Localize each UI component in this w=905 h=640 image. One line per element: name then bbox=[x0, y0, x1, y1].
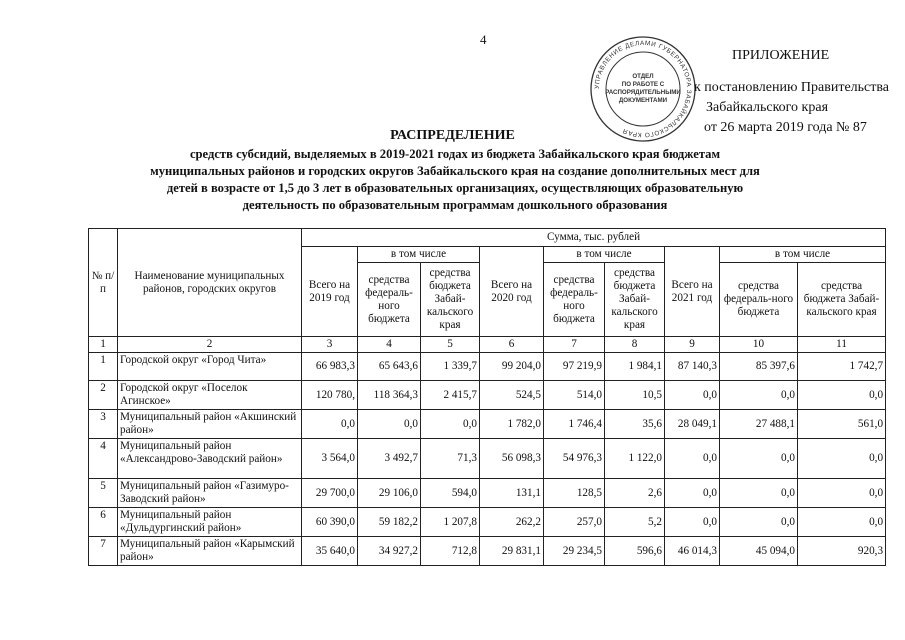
row-value: 0,0 bbox=[358, 410, 421, 439]
table-row bbox=[89, 439, 886, 479]
table-row bbox=[89, 353, 886, 381]
row-value: 596,6 bbox=[605, 537, 665, 566]
row-value: 712,8 bbox=[421, 537, 480, 566]
header-federal-2020: средства федераль-ного бюджета bbox=[544, 263, 605, 337]
row-value: 524,5 bbox=[480, 381, 544, 410]
row-value: 514,0 bbox=[544, 381, 605, 410]
row-value: 128,5 bbox=[544, 479, 605, 508]
row-value: 27 488,1 bbox=[720, 410, 798, 439]
column-number: 9 bbox=[665, 337, 720, 353]
row-value: 60 390,0 bbox=[302, 508, 358, 537]
row-value: 118 364,3 bbox=[358, 381, 421, 410]
row-value: 59 182,2 bbox=[358, 508, 421, 537]
document-title: РАСПРЕДЕЛЕНИЕ bbox=[390, 128, 515, 143]
row-number: 5 bbox=[89, 479, 118, 508]
row-value: 0,0 bbox=[798, 508, 886, 537]
row-value: 97 219,9 bbox=[544, 353, 605, 381]
row-number: 1 bbox=[89, 353, 118, 381]
distribution-table bbox=[88, 228, 886, 566]
row-value: 1 339,7 bbox=[421, 353, 480, 381]
row-value: 1 782,0 bbox=[480, 410, 544, 439]
column-number: 6 bbox=[480, 337, 544, 353]
header-including-2020: в том числе bbox=[544, 247, 665, 263]
row-value: 0,0 bbox=[665, 439, 720, 479]
row-value: 85 397,6 bbox=[720, 353, 798, 381]
row-value: 0,0 bbox=[720, 381, 798, 410]
row-value: 0,0 bbox=[665, 479, 720, 508]
row-value: 46 014,3 bbox=[665, 537, 720, 566]
row-name: Городской округ «Город Чита» bbox=[118, 353, 302, 381]
table-row bbox=[89, 537, 886, 566]
row-number: 3 bbox=[89, 410, 118, 439]
row-value: 0,0 bbox=[798, 439, 886, 479]
row-value: 131,1 bbox=[480, 479, 544, 508]
row-value: 0,0 bbox=[798, 381, 886, 410]
row-value: 257,0 bbox=[544, 508, 605, 537]
row-value: 35,6 bbox=[605, 410, 665, 439]
row-name: Муниципальный район «Газимуро-Заводский район» bbox=[118, 479, 302, 508]
row-value: 71,3 bbox=[421, 439, 480, 479]
row-name: Муниципальный район «Александрово-Заводский район» bbox=[118, 439, 302, 479]
header-total-2020: Всего на 2020 год bbox=[480, 247, 544, 337]
header-num: № п/п bbox=[89, 229, 118, 337]
row-value: 10,5 bbox=[605, 381, 665, 410]
row-value: 1 984,1 bbox=[605, 353, 665, 381]
row-value: 65 643,6 bbox=[358, 353, 421, 381]
row-number: 6 bbox=[89, 508, 118, 537]
row-value: 5,2 bbox=[605, 508, 665, 537]
row-value: 2,6 bbox=[605, 479, 665, 508]
header-total-2021: Всего на 2021 год bbox=[665, 247, 720, 337]
header-including-2019: в том числе bbox=[358, 247, 480, 263]
column-number: 11 bbox=[798, 337, 886, 353]
column-number: 1 bbox=[89, 337, 118, 353]
row-value: 1 207,8 bbox=[421, 508, 480, 537]
header-name: Наименование муниципальных районов, городских округов bbox=[118, 229, 302, 337]
row-value: 35 640,0 bbox=[302, 537, 358, 566]
row-value: 920,3 bbox=[798, 537, 886, 566]
row-value: 594,0 bbox=[421, 479, 480, 508]
row-name: Муниципальный район «Дульдургинский район» bbox=[118, 508, 302, 537]
row-value: 29 831,1 bbox=[480, 537, 544, 566]
table-row bbox=[89, 508, 886, 537]
table-row bbox=[89, 479, 886, 508]
row-value: 561,0 bbox=[798, 410, 886, 439]
row-value: 0,0 bbox=[798, 479, 886, 508]
row-value: 29 700,0 bbox=[302, 479, 358, 508]
header-regional-2021: средства бюджета Забай-кальского края bbox=[798, 263, 886, 337]
row-value: 0,0 bbox=[665, 381, 720, 410]
row-number: 4 bbox=[89, 439, 118, 479]
row-name: Городской округ «Поселок Агинское» bbox=[118, 381, 302, 410]
appendix-block bbox=[690, 46, 889, 138]
column-number: 5 bbox=[421, 337, 480, 353]
column-number: 2 bbox=[118, 337, 302, 353]
row-value: 34 927,2 bbox=[358, 537, 421, 566]
row-value: 0,0 bbox=[421, 410, 480, 439]
column-number: 10 bbox=[720, 337, 798, 353]
column-number: 4 bbox=[358, 337, 421, 353]
row-value: 120 780, bbox=[302, 381, 358, 410]
header-including-2021: в том числе bbox=[720, 247, 886, 263]
header-sum: Сумма, тыс. рублей bbox=[302, 229, 886, 247]
appendix-line-1: к постановлению Правительства bbox=[694, 80, 890, 95]
column-number: 3 bbox=[302, 337, 358, 353]
row-value: 1 742,7 bbox=[798, 353, 886, 381]
row-value: 0,0 bbox=[720, 479, 798, 508]
row-value: 54 976,3 bbox=[544, 439, 605, 479]
appendix-line-3: от 26 марта 2019 года № 87 bbox=[704, 120, 867, 135]
row-value: 0,0 bbox=[665, 508, 720, 537]
row-value: 0,0 bbox=[720, 508, 798, 537]
column-number: 7 bbox=[544, 337, 605, 353]
document-subtitle: средств субсидий, выделяемых в 2019-2021 годах из бюджета Забайкальского края бюджетам муниципальных районов и городских округов Забайкальского края на создание дополнительных мест для детей в возрасте от 1,5 до 3 лет в образовательных организациях, осуществляющих образовательную деятельность по образовательным программам дошкольного образования bbox=[150, 147, 760, 212]
row-value: 262,2 bbox=[480, 508, 544, 537]
row-value: 87 140,3 bbox=[665, 353, 720, 381]
row-value: 29 234,5 bbox=[544, 537, 605, 566]
row-value: 0,0 bbox=[302, 410, 358, 439]
row-value: 2 415,7 bbox=[421, 381, 480, 410]
row-value: 0,0 bbox=[720, 439, 798, 479]
row-value: 56 098,3 bbox=[480, 439, 544, 479]
appendix-title: ПРИЛОЖЕНИЕ bbox=[732, 48, 830, 63]
row-value: 28 049,1 bbox=[665, 410, 720, 439]
column-number: 8 bbox=[605, 337, 665, 353]
page-number: 4 bbox=[480, 32, 487, 47]
table-row bbox=[89, 410, 886, 439]
row-value: 1 746,4 bbox=[544, 410, 605, 439]
header-federal-2019: средства федераль-ного бюджета bbox=[358, 263, 421, 337]
row-name: Муниципальный район «Акшинский район» bbox=[118, 410, 302, 439]
header-federal-2021: средства федераль-ного бюджета bbox=[720, 263, 798, 337]
column-numbers-row bbox=[89, 337, 886, 353]
table-row bbox=[89, 381, 886, 410]
row-number: 2 bbox=[89, 381, 118, 410]
row-value: 3 492,7 bbox=[358, 439, 421, 479]
row-value: 29 106,0 bbox=[358, 479, 421, 508]
header-regional-2020: средства бюджета Забай-кальского края bbox=[605, 263, 665, 337]
header-regional-2019: средства бюджета Забай-кальского края bbox=[421, 263, 480, 337]
row-name: Муниципальный район «Карымский район» bbox=[118, 537, 302, 566]
row-value: 66 983,3 bbox=[302, 353, 358, 381]
header-total-2019: Всего на 2019 год bbox=[302, 247, 358, 337]
row-value: 99 204,0 bbox=[480, 353, 544, 381]
svg-text:ОТДЕЛПО РАБОТЕ СРАСПОРЯДИТЕЛЬН: ОТДЕЛ ПО РАБОТЕ С РАСПОРЯДИТЕЛЬНЫМИ ДОКУМЕНТАМИ bbox=[605, 73, 681, 104]
row-value: 1 122,0 bbox=[605, 439, 665, 479]
row-value: 3 564,0 bbox=[302, 439, 358, 479]
svg-text:УПРАВЛЕНИЕ ДЕЛАМИ ГУБЕРНАТОРА: УПРАВЛЕНИЕ ДЕЛАМИ ГУБЕРНАТОРА ЗАБАЙКАЛЬСКОГО КРАЯ bbox=[593, 39, 693, 139]
row-value: 45 094,0 bbox=[720, 537, 798, 566]
row-number: 7 bbox=[89, 537, 118, 566]
appendix-line-2: Забайкальского края bbox=[706, 100, 829, 115]
